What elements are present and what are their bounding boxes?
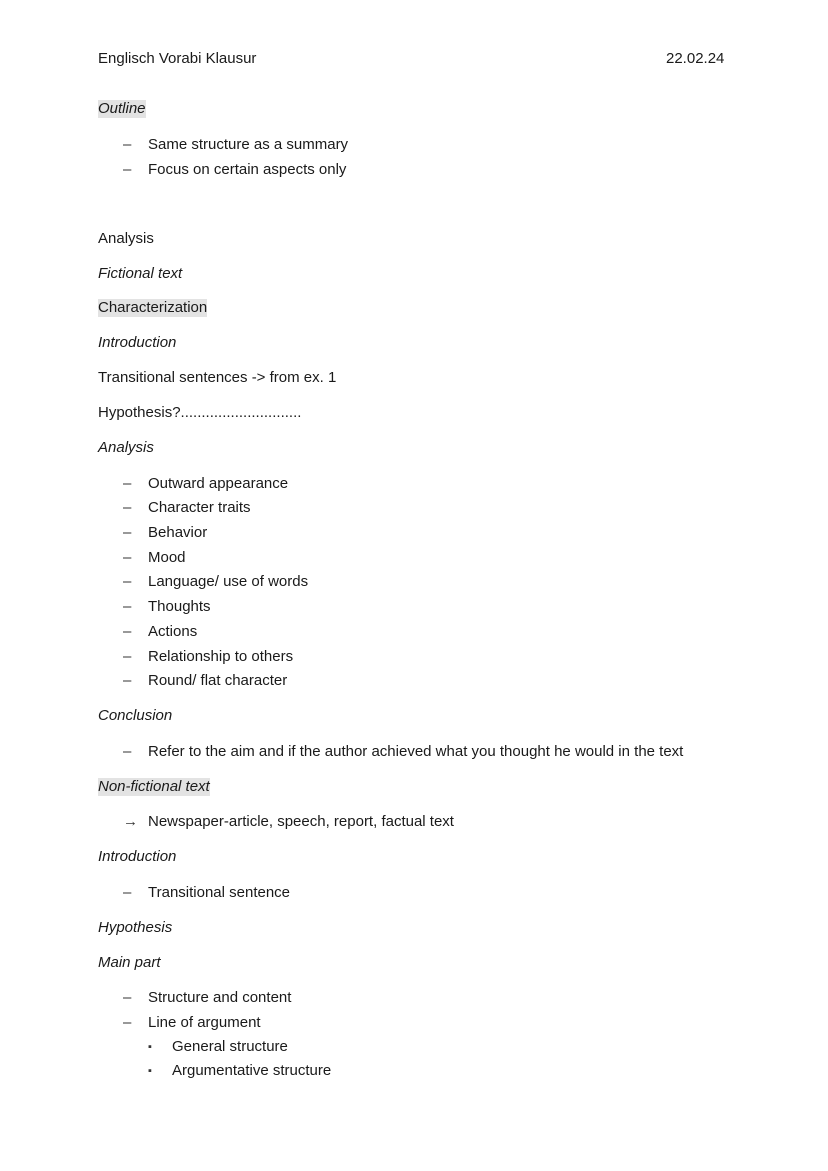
dash-bullet: – (123, 524, 132, 541)
introduction-heading: Introduction (98, 848, 177, 865)
sub-list-item-text: General structure (172, 1038, 288, 1055)
dash-bullet: – (123, 475, 132, 492)
list-item-text: Mood (148, 549, 186, 566)
conclusion-heading: Conclusion (98, 707, 173, 724)
document-date: 22.02.24 (666, 50, 725, 67)
dash-bullet: – (123, 549, 132, 566)
list-item-text: Outward appearance (148, 475, 289, 492)
analysis-subheading: Analysis (98, 439, 154, 456)
main-part-heading: Main part (98, 954, 161, 971)
dash-bullet: – (123, 499, 132, 516)
list-item-text: Transitional sentence (148, 884, 291, 901)
dash-bullet: – (123, 136, 132, 153)
dash-bullet: – (123, 598, 132, 615)
non-fictional-text-heading: Non-fictional text (98, 778, 210, 795)
outline-heading: Outline (98, 100, 146, 117)
list-item-text: Structure and content (148, 989, 292, 1006)
list-item-text: Refer to the aim and if the author achieved what you thought he would in the text (148, 743, 684, 760)
dash-bullet: – (123, 672, 132, 689)
transitional-sentences-line: Transitional sentences -> from ex. 1 (98, 369, 337, 386)
list-item-text: Focus on certain aspects only (148, 161, 347, 178)
dash-bullet: – (123, 989, 132, 1006)
list-item-text: Same structure as a summary (148, 136, 349, 153)
arrow-right-icon: → (123, 813, 138, 830)
list-item-text: Behavior (148, 524, 208, 541)
dash-bullet: – (123, 573, 132, 590)
list-item-text: Round/ flat character (148, 672, 288, 689)
list-item-text: Character traits (148, 499, 251, 516)
hypothesis-heading: Hypothesis (98, 919, 173, 936)
analysis-title: Analysis (98, 230, 154, 247)
dash-bullet: – (123, 648, 132, 665)
list-item-text: Actions (148, 623, 198, 640)
hypothesis-line: Hypothesis?............................. (98, 404, 302, 421)
dash-bullet: – (123, 884, 132, 901)
square-bullet: ▪ (148, 1041, 152, 1053)
list-item-text: Thoughts (148, 598, 211, 615)
document-title: Englisch Vorabi Klausur (98, 50, 257, 67)
dash-bullet: – (123, 743, 132, 760)
characterization-heading: Characterization (98, 299, 208, 316)
list-item-text: Line of argument (148, 1014, 261, 1031)
sub-list-item-text: Argumentative structure (172, 1062, 332, 1079)
dash-bullet: – (123, 623, 132, 640)
list-item-text: Newspaper-article, speech, report, factual text (148, 813, 454, 830)
dash-bullet: – (123, 1014, 132, 1031)
fictional-text-heading: Fictional text (98, 265, 183, 282)
dash-bullet: – (123, 161, 132, 178)
square-bullet: ▪ (148, 1065, 152, 1077)
list-item-text: Relationship to others (148, 648, 294, 665)
list-item-text: Language/ use of words (148, 573, 309, 590)
introduction-heading: Introduction (98, 334, 177, 351)
